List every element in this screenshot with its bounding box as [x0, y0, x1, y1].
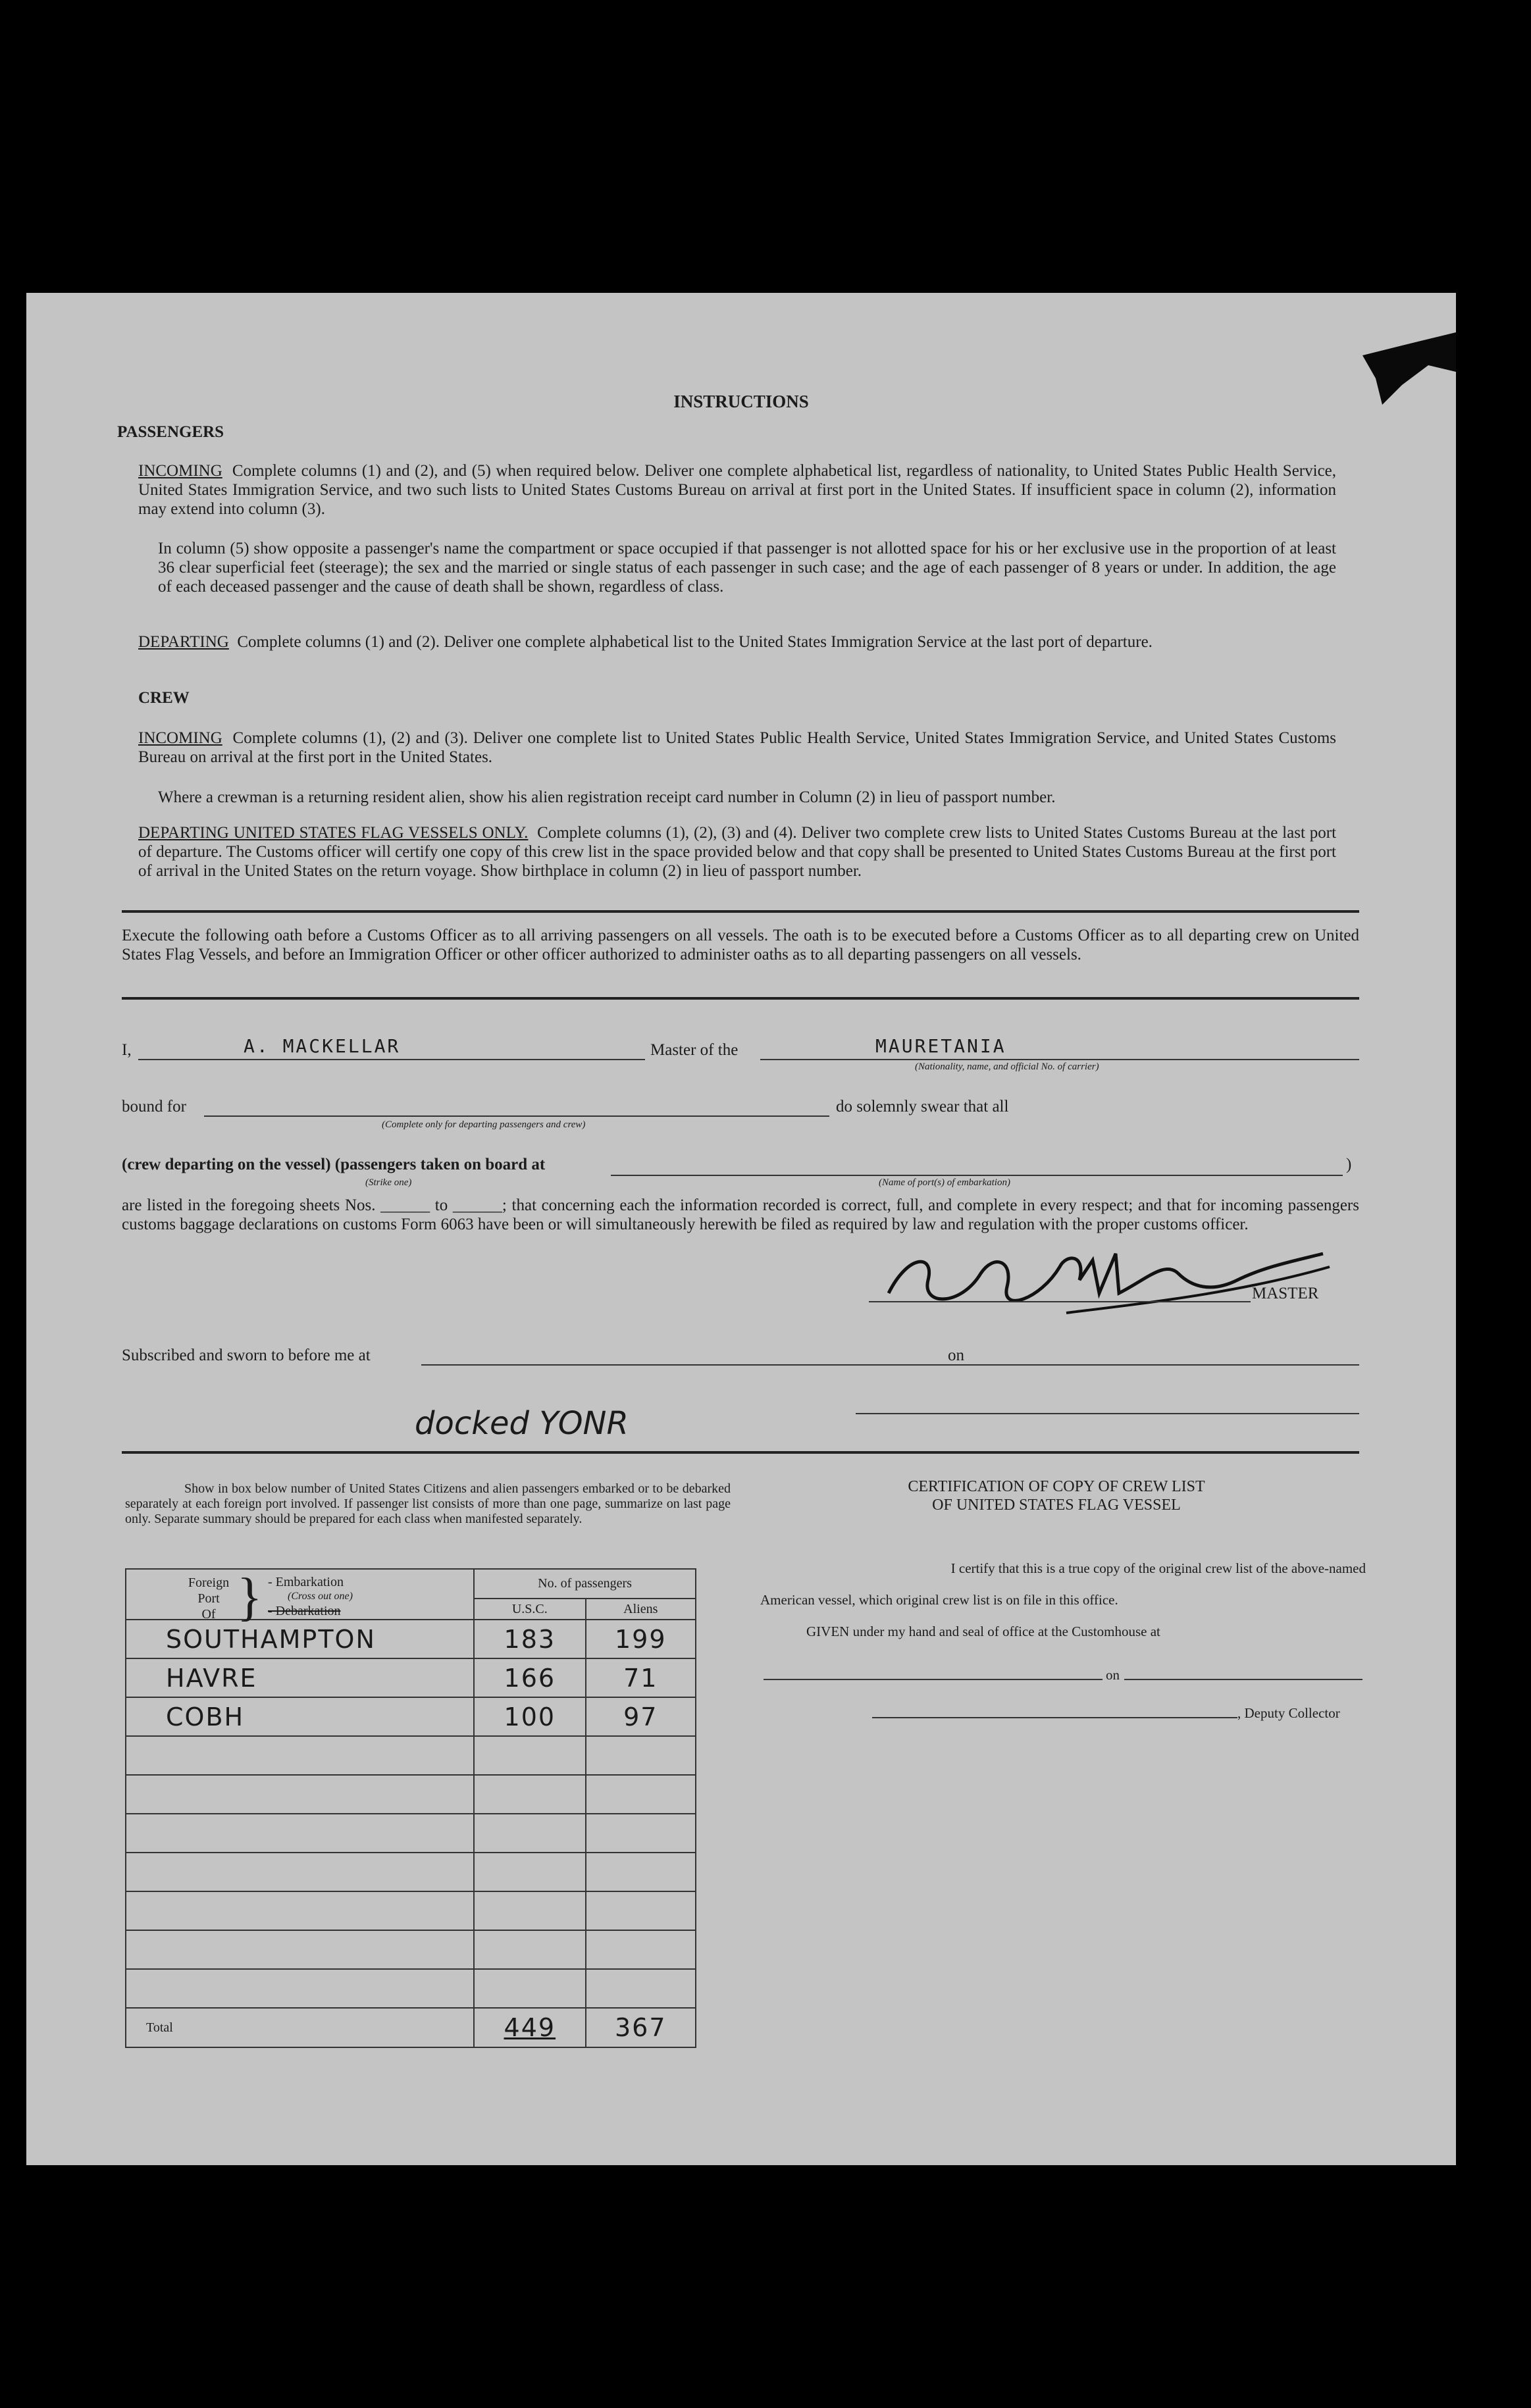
subscribed-on-label: on — [948, 1346, 964, 1364]
crew-flag-label: DEPARTING UNITED STATES FLAG VESSELS ONLY. — [138, 824, 529, 842]
subscribed-date-line — [968, 1364, 1359, 1366]
passengers-departing-text: Complete columns (1) and (2). Deliver one complete alphabetical list to the United States Immigration Service at the last port of departure. — [237, 633, 1153, 651]
summary-divider — [122, 1451, 1359, 1454]
deputy-collector-label: , Deputy Collector — [1237, 1705, 1340, 1721]
port-label-foreign: Foreign — [188, 1575, 230, 1590]
embarkation-label: - Embarkation — [268, 1575, 344, 1589]
table-row-empty — [126, 1891, 696, 1930]
master-of-label: Master of the — [650, 1041, 739, 1059]
brace-glyph: } — [237, 1568, 263, 1626]
passenger-summary-table — [125, 1568, 696, 2048]
section-divider — [122, 910, 1359, 913]
table-row-empty — [126, 1775, 696, 1814]
embark-caption: (Name of port(s) of embarkation) — [879, 1177, 1010, 1188]
usc-cell: 100 — [474, 1697, 585, 1736]
passengers-departing-section — [138, 632, 1336, 652]
crew-departing-label: (crew departing on the vessel) (passengers taken on board at — [122, 1156, 546, 1173]
table-row — [126, 1620, 696, 1658]
table-row-empty — [126, 1930, 696, 1969]
total-label: Total — [126, 2008, 474, 2047]
officer-signature-line — [856, 1413, 1359, 1414]
usc-cell: 166 — [474, 1658, 585, 1697]
total-aliens: 367 — [586, 2008, 696, 2047]
crew-incoming-text: Complete columns (1), (2) and (3). Deliver one complete list to United States Public Health Service, United States Immigration Service, and United States Customs Bureau on arrival at the first port in the United States. — [138, 729, 1337, 766]
docked-note: docked YONR — [415, 1405, 629, 1442]
master-name: A. MACKELLAR — [244, 1035, 401, 1057]
passengers-incoming-text: Complete columns (1) and (2), and (5) when required below. Deliver one complete alphabetical list, regardless of nationality, to United States Public Health Service, United States Immigration Service, and two such lists to United States Customs Bureau on arrival at first port in the United States. If insufficient space in column (2), information may extend into column (3). — [138, 462, 1337, 518]
cross-out-label: (Cross out one) — [288, 1591, 353, 1602]
passengers-departing-label: DEPARTING — [138, 633, 229, 651]
aliens-cell: 97 — [586, 1697, 696, 1736]
crew-flag-text: Complete columns (1), (2), (3) and (4). Deliver two complete crew lists to United States Customs Bureau at the last port of departure. The Customs officer will certify one copy of this crew list in the space provided below and that copy shall be presented to United States Customs Bureau at the first port of arrival in the United States on the return voyage. Show birthplace in column (2) in lieu of passport number. — [138, 824, 1337, 880]
port-label-of: Of — [201, 1607, 216, 1622]
total-row — [126, 2008, 696, 2047]
table-row-empty — [126, 1969, 696, 2008]
master-name-line — [138, 1059, 645, 1060]
aliens-cell: 199 — [586, 1620, 696, 1658]
subscribed-label: Subscribed and sworn to before me at — [122, 1346, 371, 1364]
crew-resident-text: Where a crewman is a returning resident alien, show his alien registration receipt card number in Column (2) in lieu of passport number. — [158, 788, 1056, 806]
passengers-incoming-section — [138, 461, 1336, 519]
certification-body-1: I certify that this is a true copy of the original crew list of the above-named — [950, 1560, 1366, 1576]
certification-given: GIVEN under my hand and seal of office at the Customhouse at — [806, 1624, 1160, 1639]
vessel-caption: (Nationality, name, and official No. of carrier) — [915, 1062, 1099, 1072]
passengers-incoming-label: INCOMING — [138, 462, 222, 480]
subscribed-place-line — [421, 1364, 968, 1366]
bound-for-line — [204, 1115, 829, 1117]
debarkation-label: - Debarkation — [268, 1604, 341, 1618]
customhouse-line — [764, 1679, 1103, 1680]
certification-title-line1: CERTIFICATION OF COPY OF CREW LIST — [908, 1478, 1205, 1495]
table-row — [126, 1697, 696, 1736]
document-page — [26, 293, 1456, 2165]
master-signature-line — [869, 1301, 1251, 1302]
port-cell: HAVRE — [126, 1658, 474, 1697]
embarkation-line — [611, 1175, 1343, 1176]
port-cell: SOUTHAMPTON — [126, 1620, 474, 1658]
table-row-empty — [126, 1853, 696, 1891]
bound-caption: (Complete only for departing passengers and crew) — [382, 1119, 586, 1130]
passengers-heading: PASSENGERS — [117, 423, 224, 441]
strike-caption: (Strike one) — [365, 1177, 412, 1188]
table-row-empty — [126, 1814, 696, 1853]
vessel-name: MAURETANIA — [875, 1035, 1006, 1057]
crew-heading: CREW — [138, 689, 190, 707]
certification-title-line2: OF UNITED STATES FLAG VESSEL — [932, 1497, 1181, 1514]
table-row-empty — [126, 1736, 696, 1775]
crew-incoming-section — [138, 729, 1336, 767]
master-label: MASTER — [1252, 1285, 1319, 1302]
passengers-column5-text: In column (5) show opposite a passenger's name the compartment or space occupied if that passenger is not allotted space for his or her exclusive use in the proportion of at least 36 clear superficial feet (steerage); the sex and the married or single status of each passenger in such case; and the age of each passenger of 8 years or under. In addition, the age of each deceased passenger and the cause of death shall be shown, regardless of class. — [158, 540, 1336, 596]
master-signature — [869, 1241, 1343, 1326]
port-label-port: Port — [197, 1591, 220, 1606]
listed-text: are listed in the foregoing sheets Nos. ______ to ______; that concerning each the information recorded is correct, full, and complete in every respect; and that for incoming passengers customs baggage declarations on customs Form 6063 have been or will simultaneously herewith be filed as required by law and regulation with the proper customs officer. — [122, 1196, 1359, 1233]
usc-header: U.S.C. — [474, 1599, 585, 1620]
aliens-header: Aliens — [586, 1599, 696, 1620]
close-paren: ) — [1346, 1156, 1352, 1173]
deputy-signature-line — [872, 1717, 1237, 1718]
crew-incoming-label: INCOMING — [138, 729, 222, 747]
certification-title — [750, 1477, 1362, 1514]
torn-corner-mark — [1362, 332, 1456, 411]
port-cell: COBH — [126, 1697, 474, 1736]
oath-divider — [122, 997, 1359, 1000]
aliens-cell: 71 — [586, 1658, 696, 1697]
crew-flag-section — [138, 823, 1336, 881]
table-row — [126, 1658, 696, 1697]
count-header: No. of passengers — [474, 1569, 696, 1599]
certification-on-label: on — [1106, 1667, 1120, 1683]
port-header-cell — [126, 1568, 474, 1626]
certification-date-line — [1124, 1679, 1362, 1680]
summary-instructions: Show in box below number of United States Citizens and alien passengers embarked or to be debarked separately at each foreign port involved. If passenger list consists of more than one page, summarize on last page only. Separate summary should be prepared for each class when manifested separately. — [125, 1481, 731, 1526]
usc-cell: 183 — [474, 1620, 585, 1658]
vessel-line — [760, 1059, 1359, 1060]
oath-intro: Execute the following oath before a Customs Officer as to all arriving passengers on all vessels. The oath is to be executed before a Customs Officer as to all departing crew on United States Flag Vessels, and before an Immigration Officer or other officer authorized to administer oaths as to all departing passengers on all vessels. — [122, 927, 1359, 963]
oath-i-label: I, — [122, 1041, 132, 1059]
swear-text: do solemnly swear that all — [836, 1098, 1009, 1115]
total-usc: 449 — [474, 2008, 585, 2047]
certification-body-2: American vessel, which original crew list is on file in this office. — [760, 1592, 1118, 1608]
bound-for-label: bound for — [122, 1098, 186, 1115]
page-title: INSTRUCTIONS — [673, 392, 809, 411]
